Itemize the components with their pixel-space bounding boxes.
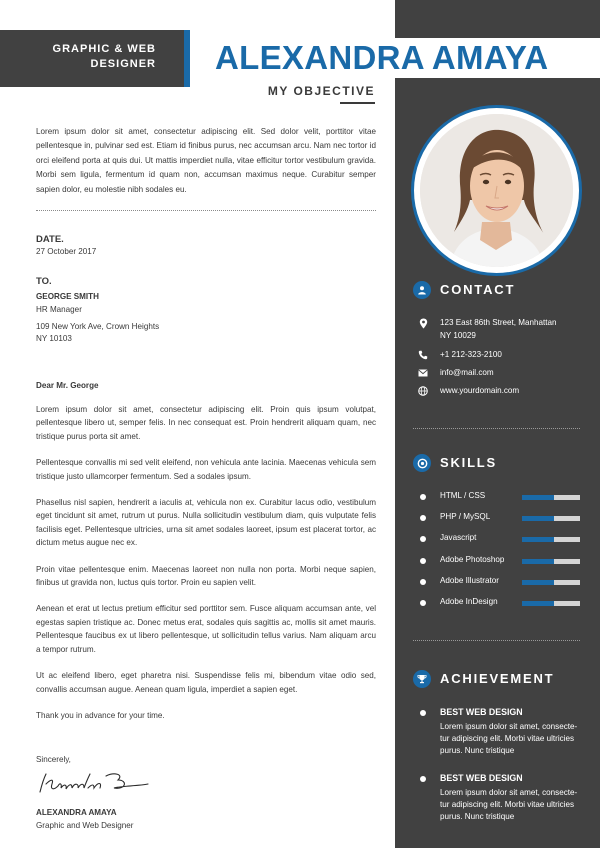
recipient-address-line2: NY 10103 [36, 334, 72, 343]
sidebar-divider [413, 428, 580, 429]
skill-name: Adobe Photoshop [440, 555, 505, 564]
skill-row [420, 491, 585, 503]
objective-text: Lorem ipsum dolor sit amet, consectetur adipiscing elit. Sed dolor velit, porttitor vitae pellentesque in, pulvinar sed est. Etiam id finibus purus, nec accumsan arcu. Nam nec tortor id orci eleifend porta at quis dui. Ut mattis imperdiet nulla, vitae efficitur tortor vestibulum gravida. Morbi sem ligula, fermentum id quam non, accumsan maximus neque. Curabitur semper sapien dolor, eu molestie nibh sodales eu. [36, 127, 376, 194]
skill-level-bar [522, 495, 580, 500]
skill-level-bar [522, 537, 580, 542]
skill-level-fill [522, 516, 554, 521]
profile-photo [420, 114, 573, 267]
skill-name: Javascript [440, 533, 477, 542]
bullet-dot [420, 579, 426, 585]
skill-row [420, 533, 585, 545]
recipient-title: HR Manager [36, 305, 82, 314]
skill-level-fill [522, 495, 554, 500]
skills-heading: SKILLS [413, 453, 593, 473]
salutation: Dear Mr. George [36, 381, 99, 390]
bullet-dot [420, 515, 426, 521]
date-value: 27 October 2017 [36, 247, 97, 256]
letter-paragraph: Ut ac eleifend libero, eget pharetra nisi. Suspendisse felis mi, bibendum vitae odio sed, convallis accumsan augue. Aenean quam ligula, imperdiet a sapien eget. [36, 671, 376, 694]
contact-phone: +1 212-323-2100 [417, 349, 597, 362]
sidebar-divider [413, 640, 580, 641]
letter-paragraph: Phasellus nisl sapien, hendrerit a iaculis at, vehicula non ex. Curabitur lacus odio, vestibulum eget tincidunt sit amet, rutrum ut purus. Nulla sollicitudin vestibulum diam, quis vulputate felis facilisis eget. Pellentesque ultricies, urna sit amet sodales laoreet, ipsum est placerat tortor, ac dictum metus augue nec ex. [36, 498, 376, 548]
letter-paragraph: Proin vitae pellentesque enim. Maecenas laoreet non nulla non porta. Morbi neque sapien, finibus ut gravida non, luctus quis tortor. Proin eu sapien velit. [36, 564, 376, 588]
closing: Sincerely, [36, 755, 71, 764]
letter-body [36, 403, 376, 735]
candidate-name: ALEXANDRA AMAYA [215, 38, 600, 78]
skill-name: Adobe InDesign [440, 597, 498, 606]
recipient-address-line1: 109 New York Ave, Crown Heights [36, 322, 160, 331]
skill-name: HTML / CSS [440, 491, 486, 500]
skill-row [420, 597, 585, 609]
skill-level-fill [522, 537, 554, 542]
trophy-icon [413, 670, 431, 688]
bullet-dot [420, 558, 426, 564]
to-label: TO. [36, 276, 52, 287]
role-banner [0, 30, 190, 87]
letter-paragraph: Pellentesque convallis mi sed velit eleifend, non vehicula ante lacinia. Maecenas vehicula sem tristique justo ullamcorper fermentum. Sed a sodales ipsum. [36, 458, 376, 481]
achievement-title: BEST WEB DESIGN [440, 707, 523, 717]
achievement-text: Lorem ipsum dolor sit amet, consecte- tur adipiscing elit. Morbi vitae ultricies purus. Nunc tristique [440, 788, 578, 821]
skill-level-bar [522, 601, 580, 606]
objective-underline [340, 102, 375, 104]
bullet-dot [420, 536, 426, 542]
achievement-text: Lorem ipsum dolor sit amet, consecte- tur adipiscing elit. Morbi vitae ultricies purus. Nunc tristique [440, 722, 578, 755]
recipient-name: GEORGE SMITH [36, 292, 99, 301]
portrait-illustration [420, 114, 573, 267]
skill-level-fill [522, 601, 554, 606]
bullet-dot [420, 600, 426, 606]
contact-email: info@mail.com [417, 367, 597, 380]
bullet-dot [420, 710, 426, 716]
date-label: DATE. [36, 234, 64, 245]
letter-paragraph: Lorem ipsum dolor sit amet, consectetur adipiscing elit. Proin quis ipsum volutpat, pellentesque libero ut, semper felis. In nec consequat est. Proin hendrerit aliquam quam, nec tristique purus porta sit amet. [36, 405, 376, 441]
skill-name: PHP / MySQL [440, 512, 491, 521]
objective-heading: MY OBJECTIVE [267, 84, 375, 98]
skill-level-fill [522, 580, 554, 585]
skill-level-bar [522, 580, 580, 585]
skill-level-bar [522, 559, 580, 564]
signer-title: Graphic and Web Designer [36, 821, 134, 830]
job-role: GRAPHIC & WEB DESIGNER [52, 43, 156, 70]
signer-name: ALEXANDRA AMAYA [36, 808, 117, 817]
user-icon [413, 281, 431, 299]
bullet-dot [420, 776, 426, 782]
achievement-item [420, 773, 585, 829]
skills-icon [413, 454, 431, 472]
profile-photo-frame [411, 105, 582, 276]
skill-row [420, 576, 585, 588]
contact-website: www.yourdomain.com [417, 385, 597, 398]
achievement-title: BEST WEB DESIGN [440, 773, 523, 783]
globe-icon [417, 385, 429, 397]
phone-icon [417, 349, 429, 361]
contact-address [417, 317, 597, 343]
skill-name: Adobe Illustrator [440, 576, 499, 585]
skill-level-bar [522, 516, 580, 521]
location-pin-icon [417, 317, 429, 329]
bullet-dot [420, 494, 426, 500]
envelope-icon [417, 367, 429, 379]
skill-level-fill [522, 559, 554, 564]
contact-address-line1: 123 East 86th Street, Manhattan [440, 318, 557, 327]
skill-row [420, 555, 585, 567]
contact-address-line2: NY 10029 [440, 330, 476, 340]
signature-image [34, 770, 154, 798]
letter-paragraph: Thank you in advance for your time. [36, 710, 165, 720]
achievement-item [420, 707, 585, 763]
divider [36, 210, 376, 211]
achievement-heading: ACHIEVEMENT [413, 669, 593, 689]
contact-heading: CONTACT [413, 280, 593, 300]
skill-row [420, 512, 585, 524]
letter-paragraph: Aenean et erat ut lectus pretium efficitur sed porttitor sem. Fusce aliquam accumsan ante, vel egestas sapien tristique ac. Donec metus erat, sodales quis sagittis ac, mollis sit amet mauris. Pellentesque faucibus ex ut libero pellentesque, ut sollicitudin tellus varius. Nam aliquam arcu a tempor rutrum. [36, 604, 376, 654]
